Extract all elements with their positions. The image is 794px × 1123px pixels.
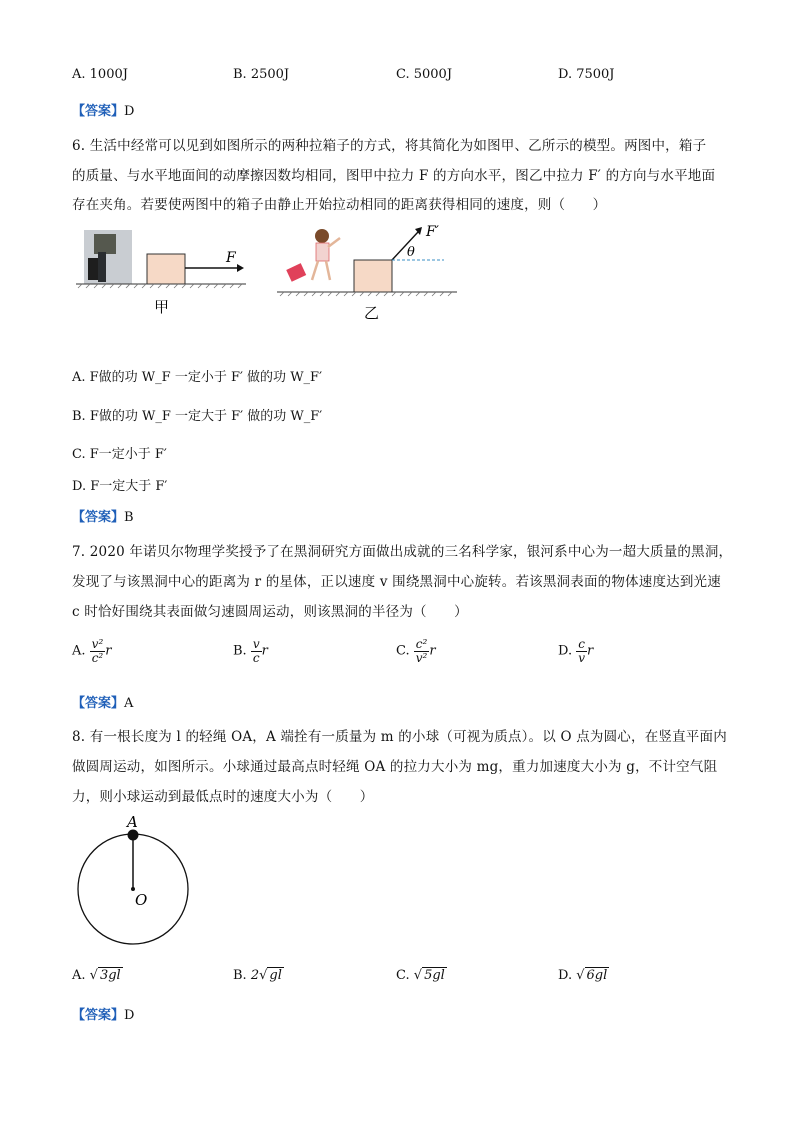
option-letter: D. <box>558 968 573 983</box>
option-letter: A. <box>72 643 86 659</box>
formula-b: 2√ gl <box>250 968 282 983</box>
q6-option-c: C. F一定小于 F′ <box>72 447 167 462</box>
girl-leg <box>326 261 330 280</box>
figure-left <box>76 230 246 316</box>
q7-line-1: 7. 2020 年诺贝尔物理学奖授予了在黑洞研究方面做出成就的三名科学家，银河系中心为一超大质量的黑洞， <box>72 544 733 560</box>
q6-line-3: 存在夹角。若要使两图中的箱子由静止开始拉动相同的距离获得相同的速度，则（ ） <box>72 197 607 213</box>
option-letter: B. <box>233 643 247 659</box>
q7-answer <box>72 692 133 711</box>
box-left <box>147 254 185 284</box>
q8-option-c <box>396 968 447 983</box>
q7-option-c: C. $\frac{\text{c²}}{\text{v²}}$ r <box>396 637 436 665</box>
photo-suitcase <box>88 258 98 280</box>
answer-value: D <box>124 104 135 119</box>
angle-label: θ <box>407 245 415 260</box>
answer-tag: 【答案】 <box>72 1008 125 1023</box>
girl-head <box>315 229 329 243</box>
caption-right: 乙 <box>364 304 380 322</box>
formula-c: $\frac{\text{c²}}{\text{v²}}$ <box>415 637 428 665</box>
ball <box>128 830 139 841</box>
answer-value: A <box>124 696 134 711</box>
q7-option-b: B. $\frac{v}{c}$ r <box>233 637 268 665</box>
q8-line-3: 力，则小球运动到最低点时的速度大小为（ ） <box>72 789 374 805</box>
q8-option-d <box>558 968 609 983</box>
formula-d: $\frac{c}{v}$ <box>578 637 586 665</box>
q5-option-a: A. 1000J <box>72 67 128 82</box>
q5-option-d: D. 7500J <box>558 67 615 82</box>
answer-tag: 【答案】 <box>72 510 125 525</box>
label-a: A <box>127 813 138 831</box>
q6-option-a: A. F做的功 W_F 一定小于 F′ 做的功 W_F′ <box>72 370 323 385</box>
photo-person-leg <box>98 252 106 282</box>
answer-tag: 【答案】 <box>72 104 125 119</box>
girl-leg <box>312 261 318 280</box>
q5-option-c: C. 5000J <box>396 67 453 82</box>
ground-hatch-right <box>280 292 452 296</box>
q7-option-d: D. $\frac{c}{v}$ r <box>558 637 594 665</box>
formula-c: √ 5gl <box>413 968 445 983</box>
q6-figure <box>72 222 482 322</box>
q8-answer <box>72 1004 134 1023</box>
option-letter: B. <box>233 968 247 983</box>
q8-option-b <box>233 968 284 983</box>
girl-body <box>316 243 329 261</box>
answer-value: B <box>124 510 134 525</box>
caption-left: 甲 <box>154 298 170 316</box>
formula-b: $\frac{v}{c}$ <box>252 637 260 665</box>
figure-right <box>277 224 457 322</box>
force-label-left: F <box>226 250 236 266</box>
ground-hatch-left <box>78 284 242 288</box>
photo-person-body <box>94 234 116 254</box>
q6-line-2: 的质量、与水平地面间的动摩擦因数均相同，图甲中拉力 F 的方向水平，图乙中拉力 F′ 的方向与水平地面 <box>72 168 716 184</box>
q7-line-3: c 时恰好围绕其表面做匀速圆周运动，则该黑洞的半径为（ ） <box>72 604 468 620</box>
q6-answer <box>72 506 134 525</box>
q5-option-b: B. 2500J <box>233 67 290 82</box>
q6-line-1: 6. 生活中经常可以见到如图所示的两种拉箱子的方式，将其简化为如图甲、乙所示的模型。两图中，箱子 <box>72 138 707 154</box>
force-label-right: F′ <box>426 224 439 240</box>
label-o: O <box>135 891 148 909</box>
q7-option-a: A. $\frac{\text{v²}}{\text{c²}}$ r <box>72 637 112 665</box>
option-letter: A. <box>72 968 86 983</box>
girl-arm <box>328 238 340 247</box>
option-letter: C. <box>396 968 410 983</box>
q5-answer <box>72 100 134 119</box>
formula-a: $\frac{\text{v²}}{\text{c²}}$ <box>91 637 104 665</box>
q8-line-2: 做圆周运动，如图所示。小球通过最高点时轻绳 OA 的拉力大小为 mg，重力加速度大小为 g，不计空气阻 <box>72 759 718 775</box>
box-right <box>354 260 392 292</box>
q7-line-2: 发现了与该黑洞中心的距离为 r 的星体，正以速度 v 围绕黑洞中心旋转。若该黑洞表面的物体速度达到光速 <box>72 574 721 590</box>
formula-d: √ 6gl <box>576 968 608 983</box>
answer-value: D <box>124 1008 135 1023</box>
q8-option-a <box>72 968 123 983</box>
option-letter: C. <box>396 643 410 659</box>
q8-figure <box>72 812 202 952</box>
formula-a: √ 3gl <box>89 968 121 983</box>
girl-suitcase <box>286 263 306 282</box>
q6-option-d: D. F一定大于 F′ <box>72 479 168 494</box>
option-letter: D. <box>558 643 573 659</box>
q8-line-1: 8. 有一根长度为 l 的轻绳 OA，A 端拴有一质量为 m 的小球（可视为质点）。以 O 点为圆心，在竖直平面内 <box>72 729 727 745</box>
answer-tag: 【答案】 <box>72 696 125 711</box>
q6-option-b: B. F做的功 W_F 一定大于 F′ 做的功 W_F′ <box>72 409 323 424</box>
arrowhead-left <box>237 264 244 272</box>
